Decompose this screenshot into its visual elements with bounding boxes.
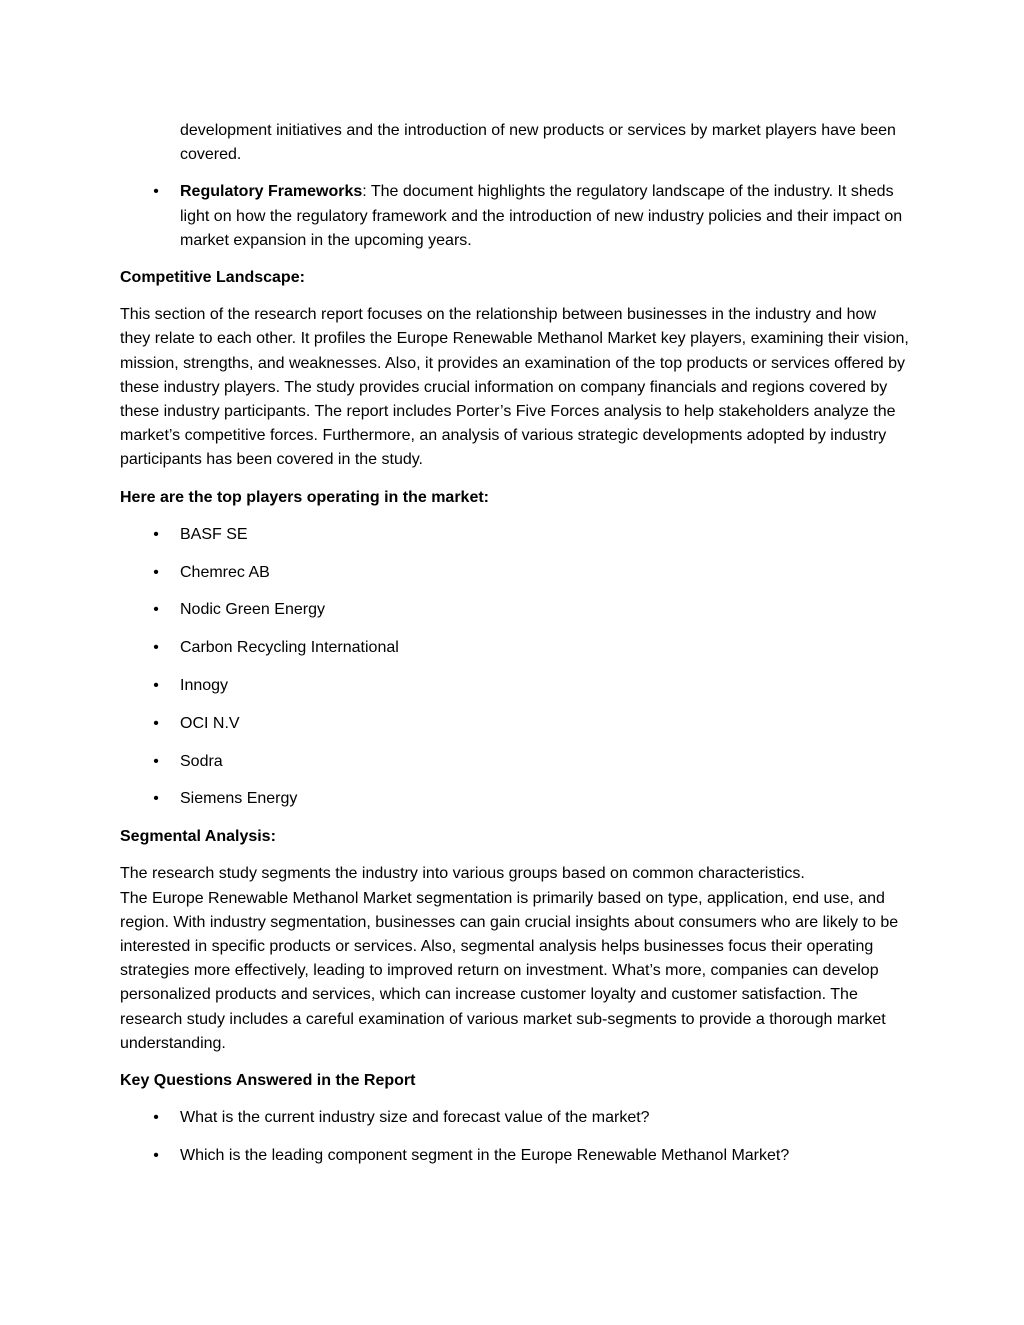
bullet-icon: • [153, 1109, 159, 1127]
questions-list [120, 1106, 910, 1168]
list-item [120, 750, 910, 774]
players-list [120, 523, 910, 812]
segmental-heading: Segmental Analysis: [120, 828, 276, 846]
bullet-icon: • [153, 752, 159, 770]
player-name: Chemrec AB [180, 563, 270, 581]
bullet-icon: • [153, 525, 159, 543]
segmental-line1: The research study segments the industry into various groups based on common characteristics. [120, 865, 805, 883]
regulatory-text [180, 180, 910, 253]
bullet-icon: • [153, 714, 159, 732]
player-name: Carbon Recycling International [180, 639, 399, 657]
regulatory-label: Regulatory Frameworks [180, 183, 363, 201]
bullet-icon: • [153, 563, 159, 581]
list-item [120, 712, 910, 736]
segmental-paragraph [120, 862, 910, 1056]
player-name: Siemens Energy [180, 790, 298, 808]
list-item [120, 674, 910, 698]
player-name: Nodic Green Energy [180, 601, 325, 619]
bullet-icon: • [153, 183, 159, 201]
bullet-icon: • [153, 677, 159, 695]
player-name: OCI N.V [180, 714, 240, 732]
segmental-body: The Europe Renewable Methanol Market segmentation is primarily based on type, application, end use, and region. With industry segmentation, businesses can gain crucial insights about consumers who are likely to be interested in specific products or services. Also, segmental analysis helps businesses focus their operating strategies more effectively, leading to improved return on investment. What’s more, companies can develop personalized products and services, which can increase customer loyalty and customer satisfaction. The research study includes a careful examination of various market sub-segments to provide a thorough market understanding. [120, 889, 899, 1052]
list-item [120, 636, 910, 660]
list-item [120, 1106, 910, 1130]
bullet-icon: • [153, 1147, 159, 1165]
list-item [120, 523, 910, 547]
bullet-icon: • [153, 639, 159, 657]
document-page [120, 119, 910, 1182]
player-name: Innogy [180, 677, 229, 695]
intro-continuation: development initiatives and the introduction of new products or services by market players have been covered. [180, 122, 896, 164]
player-name: BASF SE [180, 525, 248, 543]
list-item [120, 561, 910, 585]
bullet-icon: • [153, 790, 159, 808]
question-text: What is the current industry size and forecast value of the market? [180, 1109, 650, 1127]
competitive-heading: Competitive Landscape: [120, 269, 305, 287]
list-item [120, 598, 910, 622]
bullet-icon: • [153, 601, 159, 619]
questions-heading: Key Questions Answered in the Report [120, 1072, 416, 1090]
question-text: Which is the leading component segment in the Europe Renewable Methanol Market? [180, 1147, 790, 1165]
list-item [120, 787, 910, 811]
regulatory-bullet [120, 180, 910, 253]
regulatory-body: : The document highlights the regulatory landscape of the industry. It sheds light on how the regulatory framework and the introduction of new industry policies and their impact on market expansion in the upcoming years. [180, 183, 903, 249]
list-item [120, 1144, 910, 1168]
player-name: Sodra [180, 752, 223, 770]
competitive-paragraph: This section of the research report focuses on the relationship between businesses in the industry and how they relate to each other. It profiles the Europe Renewable Methanol Market key players, examining their vision, mission, strengths, and weaknesses. Also, it provides an examination of the top products or services offered by these industry players. The study provides crucial information on company financials and regions covered by these industry participants. The report includes Porter’s Five Forces analysis to help stakeholders analyze the market’s competitive forces. Furthermore, an analysis of various strategic developments adopted by industry participants has been covered in the study. [120, 306, 909, 469]
players-heading: Here are the top players operating in the market: [120, 488, 489, 506]
